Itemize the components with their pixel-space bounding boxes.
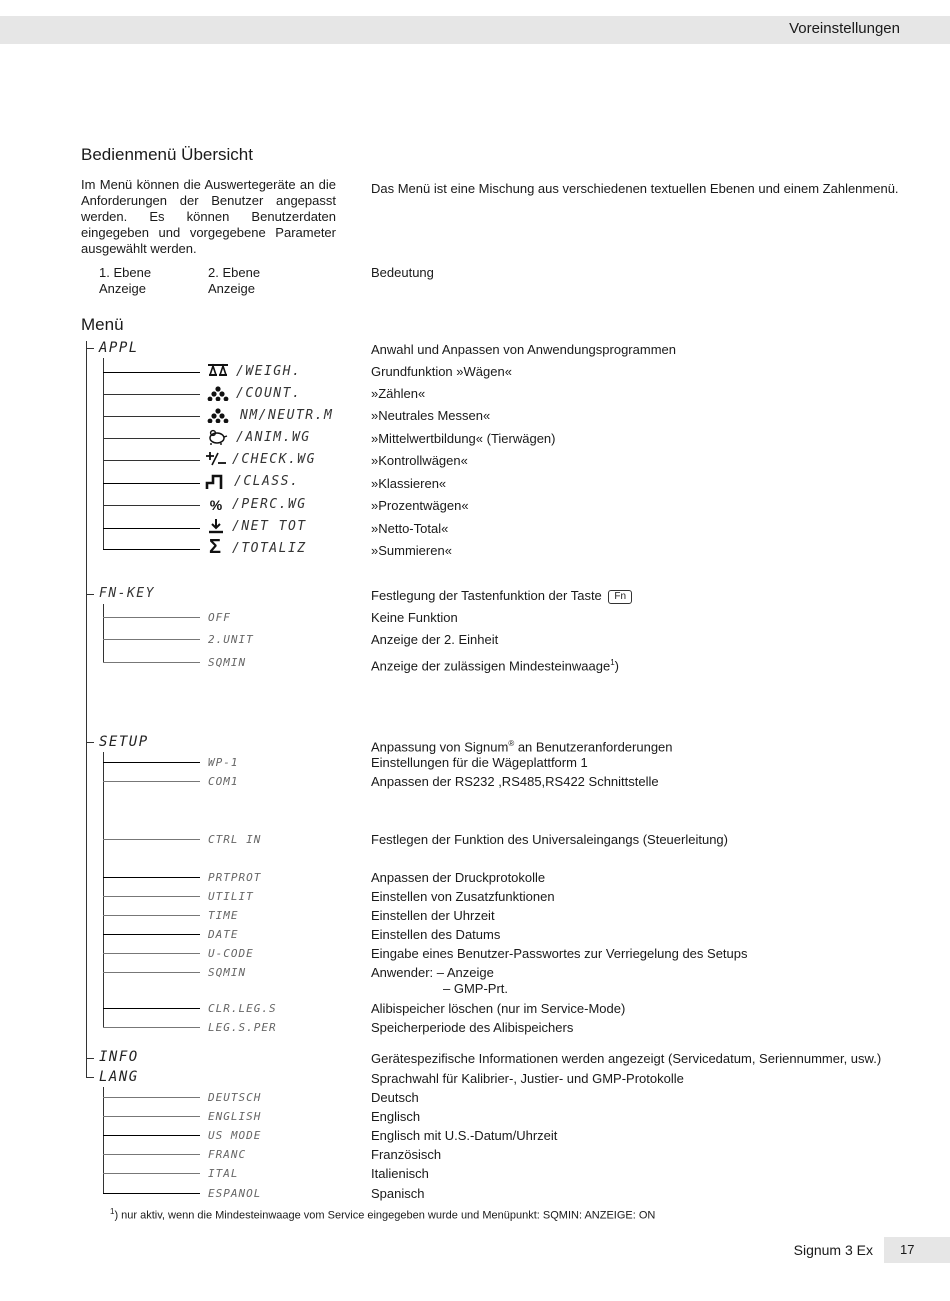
lcd-clrlegs: CLR.LEG.S	[208, 1002, 277, 1015]
fnkey-sqmin-text: Anzeige der zulässigen Mindesteinwaage	[371, 658, 611, 674]
header-title: Voreinstellungen	[789, 20, 900, 37]
tree-branch	[103, 915, 200, 916]
lcd-legsper: LEG.S.PER	[208, 1021, 277, 1034]
fnkey-desc-text: Festlegung der Tastenfunktion der Taste	[371, 588, 602, 603]
lcd-wp1: WP-1	[208, 756, 239, 769]
lcd-nettot: /NET TOT	[232, 519, 307, 534]
lang-franc-desc: Französisch	[371, 1147, 442, 1162]
footnote-ref: 1	[610, 658, 615, 667]
setup-desc	[371, 736, 673, 755]
count-icon	[207, 385, 229, 403]
tree-branch	[103, 972, 200, 973]
lcd-sqmin-setup: SQMIN	[208, 966, 247, 979]
appl-subtree-line	[103, 358, 104, 549]
tree-branch	[103, 896, 200, 897]
column-level1	[99, 265, 151, 297]
info-desc: Gerätespezifische Informationen werden angezeigt (Servicedatum, Seriennummer, usw.)	[371, 1051, 882, 1066]
fnkey-2unit-desc: Anzeige der 2. Einheit	[371, 632, 499, 647]
appl-count-desc: »Zählen«	[371, 386, 426, 401]
column-level2-line2: Anzeige	[208, 281, 255, 296]
lcd-class: /CLASS.	[234, 474, 300, 489]
tree-branch-setup	[86, 742, 94, 743]
appl-neutr-desc: »Neutrales Messen«	[371, 408, 491, 423]
lcd-count: /COUNT.	[236, 386, 302, 401]
tree-branch-lang	[86, 1077, 94, 1078]
lcd-appl: APPL	[99, 340, 139, 356]
lang-english-desc: Englisch	[371, 1109, 421, 1124]
setup-date-desc: Einstellen des Datums	[371, 927, 501, 942]
lcd-time: TIME	[208, 909, 239, 922]
registered-mark: ®	[508, 739, 515, 748]
lcd-anim: /ANIM.WG	[236, 430, 311, 445]
scale-icon	[207, 363, 229, 381]
appl-desc: Anwahl und Anpassen von Anwendungsprogrammen	[371, 342, 676, 357]
tree-branch	[103, 483, 200, 484]
net-total-icon	[205, 518, 227, 536]
footnote	[110, 1207, 655, 1222]
page-number: 17	[900, 1242, 915, 1257]
footnote-mark: 1	[110, 1207, 115, 1216]
tree-branch	[103, 662, 200, 663]
setup-com1-desc: Anpassen der RS232 ,RS485,RS422 Schnittstelle	[371, 774, 659, 789]
fnkey-desc	[371, 588, 632, 604]
lcd-lang: LANG	[99, 1069, 139, 1085]
setup-desc-a: Anpassung von Signum	[371, 739, 509, 755]
setup-wp1-desc: Einstellungen für die Wägeplattform 1	[371, 755, 588, 770]
tree-branch	[103, 528, 200, 529]
tree-branch	[103, 781, 200, 782]
intro-right-text: Das Menü ist eine Mischung aus verschiedenen textuellen Ebenen und einem Zahlenmenü.	[371, 181, 899, 196]
setup-time-desc: Einstellen der Uhrzeit	[371, 908, 495, 923]
lcd-check: /CHECK.WG	[232, 452, 316, 467]
setup-ctrlin-desc: Festlegen der Funktion des Universaleingangs (Steuerleitung)	[371, 832, 728, 847]
lang-ital-desc: Italienisch	[371, 1166, 429, 1181]
neutral-measure-icon	[207, 407, 229, 425]
footnote-paren: )	[614, 658, 620, 674]
lcd-english: ENGLISH	[208, 1110, 262, 1123]
lcd-sqmin-fn: SQMIN	[208, 656, 247, 669]
lcd-utilit: UTILIT	[208, 890, 254, 903]
footnote-text: ) nur aktiv, wenn die Mindesteinwaage vom Service eingegeben wurde und Menüpunkt: SQMIN: ANZEIGE: ON	[114, 1209, 656, 1222]
appl-class-desc: »Klassieren«	[371, 476, 447, 491]
lcd-off: OFF	[208, 611, 231, 624]
lcd-setup: SETUP	[99, 734, 149, 750]
lcd-franc: FRANC	[208, 1148, 247, 1161]
tree-branch	[103, 1173, 200, 1174]
fnkey-sqmin-desc	[371, 655, 619, 674]
tree-branch	[103, 934, 200, 935]
tree-branch-info	[86, 1058, 94, 1059]
lcd-info: INFO	[99, 1049, 139, 1065]
setup-prtprot-desc: Anpassen der Druckprotokolle	[371, 870, 546, 885]
setup-ucode-desc: Eingabe eines Benutzer-Passwortes zur Verriegelung des Setups	[371, 946, 748, 961]
tree-branch	[103, 1097, 200, 1098]
menu-title: Menü	[81, 315, 124, 334]
tree-branch	[103, 372, 200, 373]
lcd-weigh: /WEIGH.	[236, 364, 302, 379]
lcd-deutsch: DEUTSCH	[208, 1091, 262, 1104]
tree-branch	[103, 460, 200, 461]
tree-branch	[103, 1193, 200, 1194]
lcd-fnkey: FN-KEY	[99, 586, 155, 601]
lcd-ucode: U-CODE	[208, 947, 254, 960]
lang-usmode-desc: Englisch mit U.S.-Datum/Uhrzeit	[371, 1128, 558, 1143]
lcd-espanol: ESPANOL	[208, 1187, 262, 1200]
tree-branch	[103, 505, 200, 506]
fnkey-subtree-line	[103, 604, 104, 662]
tree-branch	[103, 438, 200, 439]
classify-icon	[205, 473, 227, 491]
sigma-icon: Σ	[208, 536, 221, 558]
lcd-2unit: 2.UNIT	[208, 633, 254, 646]
footer-page-box	[884, 1237, 950, 1263]
tree-branch	[103, 416, 200, 417]
tree-branch	[103, 1116, 200, 1117]
tree-branch	[103, 839, 200, 840]
tree-branch	[103, 1154, 200, 1155]
percent-icon: %	[209, 497, 223, 513]
tree-branch	[103, 394, 200, 395]
lcd-com1: COM1	[208, 775, 239, 788]
tree-branch	[103, 762, 200, 763]
lcd-usmode: US MODE	[208, 1129, 262, 1142]
tree-branch-fnkey	[86, 594, 94, 595]
lang-subtree-line	[103, 1087, 104, 1194]
lang-desc: Sprachwahl für Kalibrier-, Justier- und GMP-Protokolle	[371, 1071, 684, 1086]
appl-nettot-desc: »Netto-Total«	[371, 521, 449, 536]
lcd-neutr: NM/NEUTR.M	[240, 408, 334, 423]
lcd-ctrlin: CTRL IN	[208, 833, 262, 846]
setup-sqmin-desc: Anwender: – Anzeige	[371, 965, 494, 980]
column-level2	[208, 265, 260, 297]
page-title: Bedienmenü Übersicht	[81, 145, 253, 164]
lcd-totaliz: /TOTALIZ	[232, 541, 307, 556]
tree-branch	[103, 953, 200, 954]
setup-clrlegs-desc: Alibispeicher löschen (nur im Service-Mode)	[371, 1001, 626, 1016]
setup-sqmin-desc2: – GMP-Prt.	[443, 981, 509, 996]
setup-utilit-desc: Einstellen von Zusatzfunktionen	[371, 889, 555, 904]
lcd-date: DATE	[208, 928, 239, 941]
tree-branch	[103, 549, 200, 550]
tree-branch	[103, 1008, 200, 1009]
column-level2-line1: 2. Ebene	[208, 265, 261, 280]
animal-icon	[207, 429, 229, 447]
appl-perc-desc: »Prozentwägen«	[371, 498, 469, 513]
lang-espanol-desc: Spanisch	[371, 1186, 425, 1201]
tree-trunk	[86, 341, 87, 1077]
setup-desc-b: an Benutzeranforderungen	[514, 739, 673, 755]
tree-branch	[103, 1135, 200, 1136]
appl-totaliz-desc: »Summieren«	[371, 543, 452, 558]
plus-minus-icon	[205, 451, 227, 469]
setup-legsper-desc: Speicherperiode des Alibispeichers	[371, 1020, 574, 1035]
intro-left-text: Im Menü können die Auswertegeräte an die Anforderungen der Benutzer angepasst werden. Es können Benutzerdaten eingegeben und vorgegebene Parameter ausgewählt werden.	[81, 177, 336, 256]
appl-anim-desc: »Mittelwertbildung« (Tierwägen)	[371, 431, 556, 446]
footer-product: Signum 3 Ex	[793, 1242, 873, 1258]
fn-key-symbol: Fn	[608, 590, 632, 604]
lcd-perc: /PERC.WG	[232, 497, 307, 512]
column-level1-line1: 1. Ebene	[99, 265, 152, 280]
tree-branch	[103, 877, 200, 878]
tree-branch	[103, 639, 200, 640]
tree-branch	[103, 617, 200, 618]
appl-check-desc: »Kontrollwägen«	[371, 453, 468, 468]
column-meaning: Bedeutung	[371, 265, 434, 280]
appl-weigh-desc: Grundfunktion »Wägen«	[371, 364, 512, 379]
tree-branch	[103, 1027, 200, 1028]
fnkey-off-desc: Keine Funktion	[371, 610, 458, 625]
lcd-ital: ITAL	[208, 1167, 239, 1180]
tree-branch-appl	[86, 348, 94, 349]
setup-subtree-line	[103, 752, 104, 1028]
column-level1-line2: Anzeige	[99, 281, 146, 296]
lang-deutsch-desc: Deutsch	[371, 1090, 419, 1105]
lcd-prtprot: PRTPROT	[208, 871, 262, 884]
